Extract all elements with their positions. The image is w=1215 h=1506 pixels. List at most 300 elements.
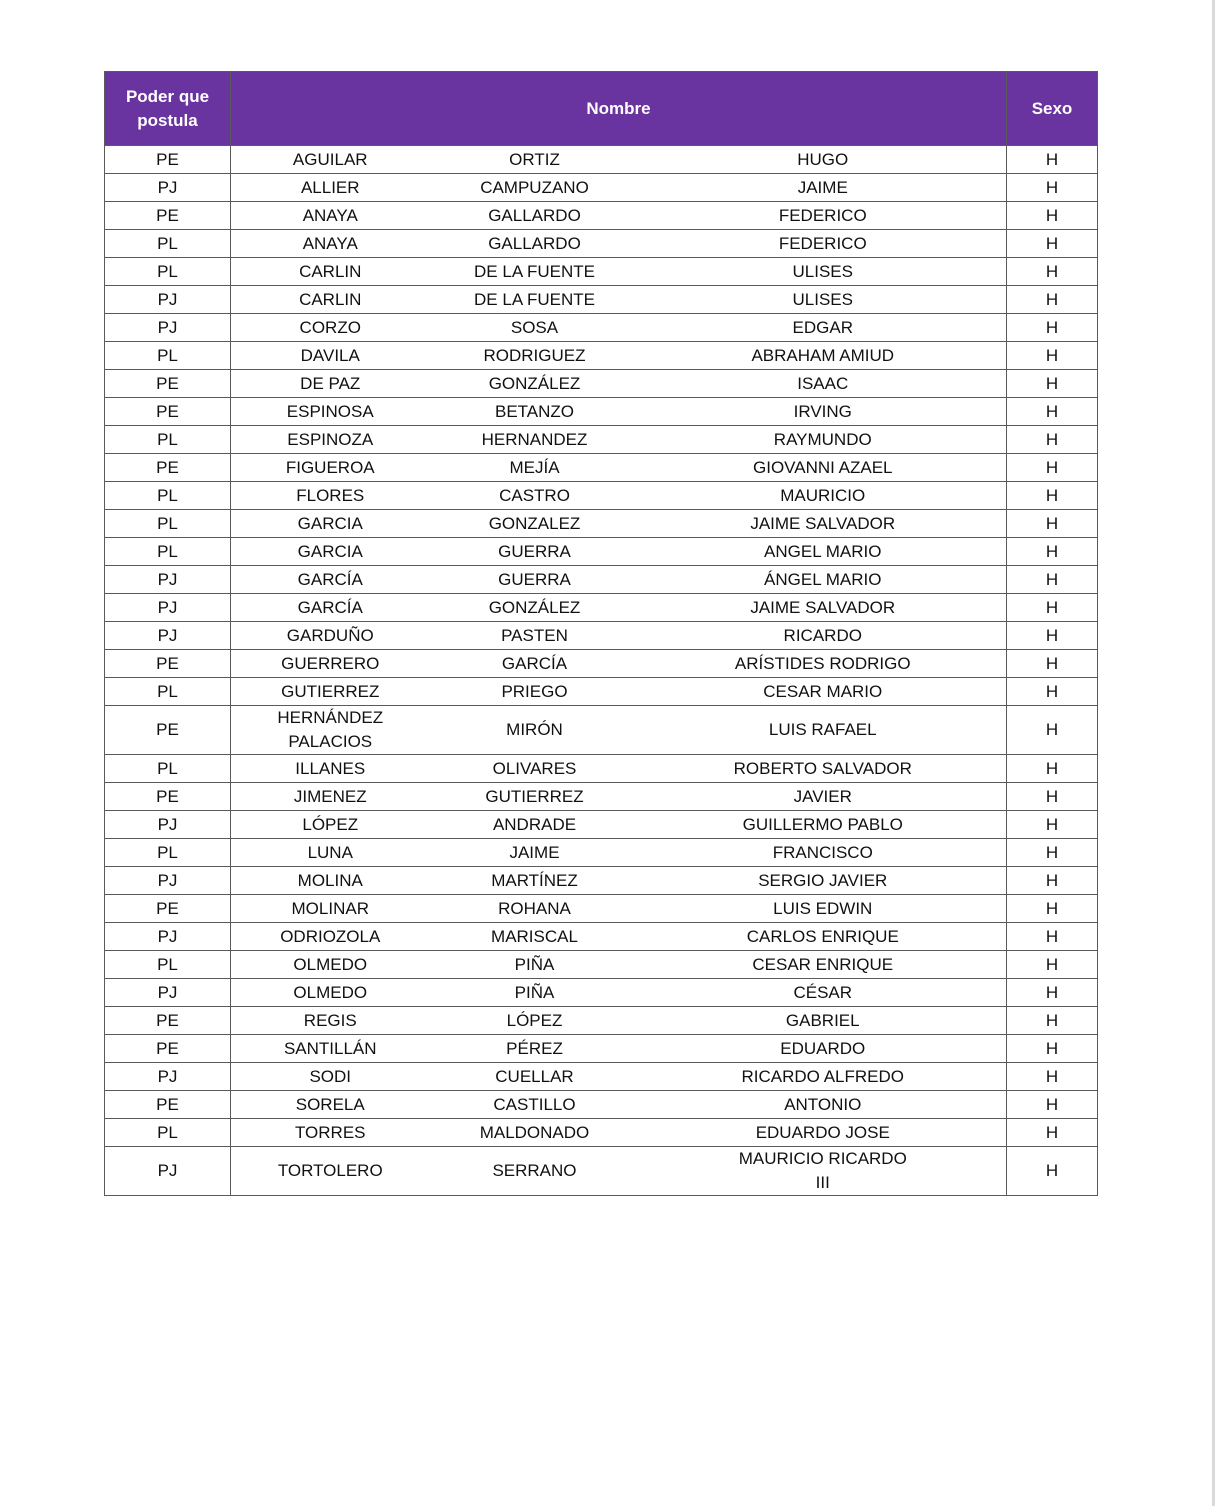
cell-sexo: [1007, 510, 1098, 538]
cell-apellido-materno: [430, 538, 640, 566]
cell-apellido-paterno-text: CORZO: [299, 317, 361, 337]
cell-apellido-materno-text: PRIEGO: [501, 681, 568, 701]
cell-nombres-text: MAURICIO: [780, 485, 866, 505]
cell-apellido-paterno: [231, 783, 430, 811]
header-sexo: Sexo: [1007, 72, 1098, 146]
cell-apellido-materno-text: BETANZO: [494, 401, 575, 421]
cell-poder-text: PE: [156, 1094, 179, 1114]
cell-nombres: [640, 951, 1007, 979]
cell-apellido-paterno: [231, 426, 430, 454]
cell-apellido-materno: [430, 1119, 640, 1147]
cell-poder: [105, 538, 231, 566]
cell-sexo: [1007, 426, 1098, 454]
cell-poder: [105, 811, 231, 839]
cell-apellido-paterno: [231, 1119, 430, 1147]
cell-poder-text: PE: [156, 401, 179, 421]
header-nombre: Nombre: [231, 72, 1007, 146]
cell-sexo: [1007, 566, 1098, 594]
cell-sexo-text: H: [1045, 1010, 1059, 1030]
cell-apellido-materno-text: ORTIZ: [509, 149, 560, 169]
cell-apellido-paterno: [231, 286, 430, 314]
cell-sexo-text: H: [1045, 345, 1059, 365]
cell-nombres-text: ARÍSTIDES RODRIGO: [734, 653, 911, 673]
table-row: [105, 594, 1098, 622]
cell-apellido-materno-text: RODRIGUEZ: [483, 345, 586, 365]
cell-apellido-paterno-text: LÓPEZ: [302, 814, 359, 834]
cell-apellido-materno-text: ANDRADE: [492, 814, 577, 834]
cell-sexo: [1007, 286, 1098, 314]
cell-sexo-text: H: [1045, 625, 1059, 645]
table-row: [105, 258, 1098, 286]
cell-nombres: [640, 258, 1007, 286]
cell-nombres: [640, 230, 1007, 258]
cell-sexo-text: H: [1045, 261, 1059, 281]
cell-apellido-paterno-text: GARDUÑO: [286, 625, 374, 645]
cell-poder-text: PJ: [157, 625, 178, 645]
table-row: [105, 783, 1098, 811]
cell-apellido-materno-text: PIÑA: [514, 954, 555, 974]
cell-poder: [105, 370, 231, 398]
cell-apellido-materno-text: PIÑA: [514, 982, 555, 1002]
cell-apellido-paterno-text: ILLANES: [295, 758, 366, 778]
cell-apellido-paterno-text: MOLINA: [297, 870, 363, 890]
cell-sexo: [1007, 146, 1098, 174]
cell-apellido-materno: [430, 342, 640, 370]
cell-apellido-materno-text: MALDONADO: [479, 1122, 590, 1142]
cell-poder-text: PE: [156, 205, 179, 225]
cell-apellido-materno: [430, 1147, 640, 1196]
cell-apellido-paterno-text: GARCÍA: [297, 597, 363, 617]
cell-poder-text: PJ: [157, 177, 178, 197]
cell-sexo-text: H: [1045, 758, 1059, 778]
cell-poder: [105, 342, 231, 370]
cell-apellido-materno: [430, 202, 640, 230]
cell-sexo: [1007, 839, 1098, 867]
cell-sexo-text: H: [1045, 485, 1059, 505]
cell-apellido-materno: [430, 951, 640, 979]
cell-apellido-materno: [430, 1007, 640, 1035]
cell-apellido-materno: [430, 650, 640, 678]
cell-sexo-text: H: [1045, 401, 1059, 421]
cell-nombres-text: ABRAHAM AMIUD: [751, 345, 895, 365]
table-row: [105, 811, 1098, 839]
cell-apellido-paterno: [231, 867, 430, 895]
candidates-table: [104, 71, 1098, 1196]
cell-sexo-text: H: [1045, 1066, 1059, 1086]
cell-sexo-text: H: [1045, 926, 1059, 946]
cell-sexo: [1007, 678, 1098, 706]
cell-poder: [105, 951, 231, 979]
cell-sexo-text: H: [1045, 681, 1059, 701]
cell-apellido-paterno-text: HERNÁNDEZ PALACIOS: [277, 708, 384, 751]
cell-nombres: [640, 1007, 1007, 1035]
table-row: [105, 230, 1098, 258]
cell-sexo: [1007, 1147, 1098, 1196]
cell-poder: [105, 1147, 231, 1196]
cell-poder: [105, 1035, 231, 1063]
table-row: [105, 342, 1098, 370]
cell-sexo-text: H: [1045, 205, 1059, 225]
cell-sexo-text: H: [1045, 1122, 1059, 1142]
cell-apellido-paterno-text: GUTIERREZ: [281, 681, 380, 701]
cell-apellido-materno: [430, 174, 640, 202]
cell-nombres: [640, 678, 1007, 706]
cell-apellido-paterno: [231, 454, 430, 482]
table-row: [105, 314, 1098, 342]
cell-apellido-paterno: [231, 482, 430, 510]
cell-poder-text: PE: [156, 1038, 179, 1058]
cell-poder: [105, 755, 231, 783]
cell-nombres-text: CESAR MARIO: [763, 681, 883, 701]
table-row: [105, 923, 1098, 951]
cell-sexo: [1007, 482, 1098, 510]
cell-nombres: [640, 454, 1007, 482]
cell-poder: [105, 594, 231, 622]
cell-apellido-paterno: [231, 314, 430, 342]
cell-sexo-text: H: [1045, 982, 1059, 1002]
cell-apellido-paterno: [231, 538, 430, 566]
table-body: [105, 146, 1098, 1196]
cell-nombres: [640, 510, 1007, 538]
cell-apellido-paterno: [231, 951, 430, 979]
table-row: [105, 286, 1098, 314]
cell-apellido-materno: [430, 811, 640, 839]
cell-nombres: [640, 1091, 1007, 1119]
cell-sexo: [1007, 370, 1098, 398]
table-row: [105, 146, 1098, 174]
cell-apellido-paterno-text: GARCÍA: [297, 569, 363, 589]
cell-nombres: [640, 398, 1007, 426]
cell-poder-text: PJ: [157, 926, 178, 946]
cell-poder-text: PE: [156, 373, 179, 393]
header-poder: Poder que postula: [105, 72, 231, 146]
cell-apellido-materno-text: CASTRO: [499, 485, 570, 505]
cell-apellido-paterno: [231, 230, 430, 258]
cell-sexo: [1007, 454, 1098, 482]
cell-apellido-materno: [430, 923, 640, 951]
table-row: [105, 538, 1098, 566]
cell-poder-text: PE: [156, 653, 179, 673]
cell-poder-text: PE: [156, 457, 179, 477]
cell-sexo: [1007, 622, 1098, 650]
cell-nombres: [640, 923, 1007, 951]
cell-apellido-paterno: [231, 839, 430, 867]
cell-poder: [105, 258, 231, 286]
cell-apellido-materno: [430, 566, 640, 594]
cell-apellido-materno: [430, 510, 640, 538]
cell-apellido-paterno: [231, 510, 430, 538]
cell-apellido-paterno: [231, 258, 430, 286]
table-row: [105, 706, 1098, 755]
cell-sexo: [1007, 1007, 1098, 1035]
cell-poder-text: PL: [157, 513, 178, 533]
cell-poder-text: PE: [156, 898, 179, 918]
cell-apellido-paterno-text: MOLINAR: [291, 898, 369, 918]
cell-sexo-text: H: [1045, 898, 1059, 918]
cell-sexo: [1007, 1119, 1098, 1147]
cell-sexo: [1007, 1063, 1098, 1091]
cell-apellido-materno: [430, 979, 640, 1007]
cell-apellido-materno: [430, 895, 640, 923]
cell-nombres: [640, 783, 1007, 811]
cell-apellido-paterno-text: OLMEDO: [293, 982, 368, 1002]
cell-apellido-paterno-text: ODRIOZOLA: [280, 926, 381, 946]
table-row: [105, 839, 1098, 867]
cell-poder: [105, 202, 231, 230]
cell-nombres-text: ANTONIO: [784, 1094, 862, 1114]
cell-nombres: [640, 426, 1007, 454]
cell-nombres: [640, 202, 1007, 230]
cell-poder: [105, 979, 231, 1007]
cell-sexo: [1007, 538, 1098, 566]
cell-apellido-materno-text: GONZÁLEZ: [488, 597, 581, 617]
cell-apellido-paterno: [231, 1063, 430, 1091]
cell-poder-text: PL: [157, 541, 178, 561]
cell-apellido-materno-text: GALLARDO: [488, 233, 581, 253]
cell-poder: [105, 230, 231, 258]
cell-apellido-materno-text: GALLARDO: [488, 205, 581, 225]
table-row: [105, 951, 1098, 979]
cell-nombres-text: LUIS RAFAEL: [768, 720, 877, 739]
cell-nombres-text: IRVING: [793, 401, 852, 421]
cell-poder-text: PJ: [157, 1161, 178, 1180]
cell-sexo: [1007, 342, 1098, 370]
cell-apellido-paterno-text: SANTILLÁN: [283, 1038, 377, 1058]
cell-sexo-text: H: [1045, 1038, 1059, 1058]
cell-apellido-materno-text: CASTILLO: [493, 1094, 576, 1114]
cell-nombres-text: JAIME SALVADOR: [750, 597, 896, 617]
table-row: [105, 1007, 1098, 1035]
cell-apellido-paterno-text: TORRES: [294, 1122, 366, 1142]
cell-nombres: [640, 174, 1007, 202]
cell-apellido-materno-text: GUERRA: [498, 569, 571, 589]
cell-nombres: [640, 538, 1007, 566]
cell-poder-text: PE: [156, 786, 179, 806]
cell-poder: [105, 839, 231, 867]
cell-poder: [105, 678, 231, 706]
cell-sexo: [1007, 258, 1098, 286]
cell-poder-text: PL: [157, 681, 178, 701]
cell-apellido-paterno-text: FIGUEROA: [285, 457, 375, 477]
cell-apellido-paterno: [231, 370, 430, 398]
cell-apellido-paterno: [231, 566, 430, 594]
cell-apellido-materno-text: PASTEN: [501, 625, 568, 645]
cell-apellido-materno-text: GARCÍA: [501, 653, 568, 673]
cell-sexo-text: H: [1045, 373, 1059, 393]
cell-apellido-paterno-text: OLMEDO: [293, 954, 368, 974]
table-row: [105, 1091, 1098, 1119]
cell-apellido-materno-text: SERRANO: [492, 1161, 577, 1180]
cell-poder-text: PL: [157, 954, 178, 974]
cell-apellido-materno: [430, 678, 640, 706]
table-row: [105, 1119, 1098, 1147]
cell-apellido-materno: [430, 1035, 640, 1063]
cell-nombres-text: FEDERICO: [778, 205, 867, 225]
cell-nombres-text: CÉSAR: [793, 982, 853, 1002]
cell-apellido-paterno-text: GUERRERO: [281, 653, 380, 673]
cell-apellido-paterno: [231, 594, 430, 622]
cell-poder-text: PJ: [157, 982, 178, 1002]
cell-nombres-text: ANGEL MARIO: [764, 541, 882, 561]
cell-sexo: [1007, 398, 1098, 426]
table-row: [105, 979, 1098, 1007]
table-row: [105, 482, 1098, 510]
cell-nombres: [640, 895, 1007, 923]
cell-apellido-paterno-text: CARLIN: [299, 261, 362, 281]
cell-apellido-materno: [430, 783, 640, 811]
cell-nombres-text: JAVIER: [793, 786, 852, 806]
table-row: [105, 650, 1098, 678]
cell-sexo: [1007, 783, 1098, 811]
cell-sexo-text: H: [1045, 457, 1059, 477]
cell-poder-text: PE: [156, 149, 179, 169]
cell-sexo-text: H: [1045, 569, 1059, 589]
cell-sexo-text: H: [1045, 842, 1059, 862]
cell-sexo-text: H: [1045, 814, 1059, 834]
cell-apellido-materno-text: LÓPEZ: [506, 1010, 563, 1030]
cell-sexo-text: H: [1045, 653, 1059, 673]
table-row: [105, 370, 1098, 398]
table-row: [105, 1147, 1098, 1196]
cell-apellido-paterno-text: ANAYA: [302, 205, 358, 225]
cell-apellido-paterno: [231, 706, 430, 755]
cell-sexo-text: H: [1045, 597, 1059, 617]
cell-sexo: [1007, 895, 1098, 923]
cell-poder-text: PL: [157, 233, 178, 253]
cell-poder: [105, 314, 231, 342]
cell-apellido-materno-text: CAMPUZANO: [480, 177, 589, 197]
cell-poder: [105, 783, 231, 811]
cell-nombres-text: ISAAC: [797, 373, 849, 393]
cell-apellido-paterno: [231, 1147, 430, 1196]
cell-apellido-materno: [430, 370, 640, 398]
cell-sexo-text: H: [1045, 1094, 1059, 1114]
cell-apellido-materno: [430, 706, 640, 755]
table-row: [105, 755, 1098, 783]
cell-apellido-paterno-text: ALLIER: [300, 177, 360, 197]
cell-sexo: [1007, 811, 1098, 839]
cell-apellido-materno: [430, 622, 640, 650]
cell-sexo: [1007, 314, 1098, 342]
cell-nombres: [640, 650, 1007, 678]
cell-apellido-materno-text: MARISCAL: [491, 926, 578, 946]
cell-apellido-materno-text: DE LA FUENTE: [474, 261, 595, 281]
cell-apellido-paterno-text: AGUILAR: [292, 149, 368, 169]
cell-nombres-text: HUGO: [797, 149, 849, 169]
cell-nombres: [640, 286, 1007, 314]
cell-nombres-text: JAIME: [797, 177, 848, 197]
cell-nombres-text: EDUARDO JOSE: [755, 1122, 890, 1142]
cell-poder: [105, 1007, 231, 1035]
cell-nombres-text: RICARDO ALFREDO: [741, 1066, 904, 1086]
cell-nombres: [640, 594, 1007, 622]
cell-sexo: [1007, 1035, 1098, 1063]
cell-sexo-text: H: [1045, 720, 1059, 739]
cell-nombres: [640, 755, 1007, 783]
cell-nombres: [640, 979, 1007, 1007]
table-row: [105, 510, 1098, 538]
cell-apellido-materno: [430, 314, 640, 342]
table-row: [105, 895, 1098, 923]
cell-sexo-text: H: [1045, 317, 1059, 337]
cell-apellido-materno: [430, 594, 640, 622]
cell-apellido-paterno-text: CARLIN: [299, 289, 362, 309]
cell-apellido-paterno-text: SORELA: [295, 1094, 365, 1114]
table-row: [105, 202, 1098, 230]
cell-apellido-paterno: [231, 811, 430, 839]
cell-sexo: [1007, 594, 1098, 622]
cell-poder-text: PJ: [157, 870, 178, 890]
cell-nombres-text: ULISES: [792, 261, 853, 281]
cell-nombres: [640, 566, 1007, 594]
cell-sexo-text: H: [1045, 177, 1059, 197]
cell-poder-text: PJ: [157, 1066, 178, 1086]
cell-sexo: [1007, 174, 1098, 202]
cell-sexo: [1007, 202, 1098, 230]
cell-poder-text: PL: [157, 345, 178, 365]
cell-sexo: [1007, 951, 1098, 979]
cell-apellido-paterno: [231, 755, 430, 783]
table-row: [105, 1063, 1098, 1091]
cell-poder: [105, 923, 231, 951]
cell-apellido-materno-text: GUERRA: [498, 541, 571, 561]
cell-nombres-text: MAURICIO RICARDO III: [738, 1149, 907, 1192]
cell-apellido-paterno: [231, 398, 430, 426]
cell-apellido-paterno: [231, 1035, 430, 1063]
table-row: [105, 426, 1098, 454]
cell-nombres: [640, 342, 1007, 370]
cell-poder: [105, 622, 231, 650]
cell-nombres: [640, 1147, 1007, 1196]
cell-sexo: [1007, 923, 1098, 951]
cell-poder-text: PL: [157, 842, 178, 862]
cell-poder: [105, 426, 231, 454]
cell-poder-text: PJ: [157, 597, 178, 617]
cell-nombres-text: CESAR ENRIQUE: [752, 954, 894, 974]
cell-apellido-paterno-text: ESPINOZA: [287, 429, 374, 449]
cell-nombres-text: ÁNGEL MARIO: [764, 569, 882, 589]
table-row: [105, 398, 1098, 426]
cell-nombres-text: RAYMUNDO: [773, 429, 872, 449]
cell-nombres-text: RICARDO: [783, 625, 862, 645]
table-row: [105, 622, 1098, 650]
cell-nombres: [640, 706, 1007, 755]
cell-apellido-paterno-text: JIMENEZ: [293, 786, 367, 806]
cell-sexo: [1007, 867, 1098, 895]
cell-poder-text: PJ: [157, 289, 178, 309]
cell-nombres: [640, 1063, 1007, 1091]
cell-nombres-text: JAIME SALVADOR: [750, 513, 896, 533]
cell-nombres-text: GUILLERMO PABLO: [742, 814, 903, 834]
cell-apellido-materno-text: SOSA: [510, 317, 559, 337]
cell-apellido-paterno-text: GARCIA: [297, 513, 363, 533]
cell-sexo: [1007, 650, 1098, 678]
cell-sexo: [1007, 1091, 1098, 1119]
cell-poder: [105, 398, 231, 426]
cell-apellido-paterno-text: SODI: [309, 1066, 352, 1086]
cell-poder: [105, 1063, 231, 1091]
cell-nombres: [640, 146, 1007, 174]
cell-apellido-materno-text: DE LA FUENTE: [474, 289, 595, 309]
cell-apellido-paterno: [231, 979, 430, 1007]
cell-nombres: [640, 1119, 1007, 1147]
cell-apellido-paterno: [231, 1007, 430, 1035]
cell-apellido-materno: [430, 398, 640, 426]
cell-poder-text: PJ: [157, 814, 178, 834]
cell-poder-text: PL: [157, 485, 178, 505]
cell-sexo: [1007, 706, 1098, 755]
cell-apellido-materno: [430, 258, 640, 286]
